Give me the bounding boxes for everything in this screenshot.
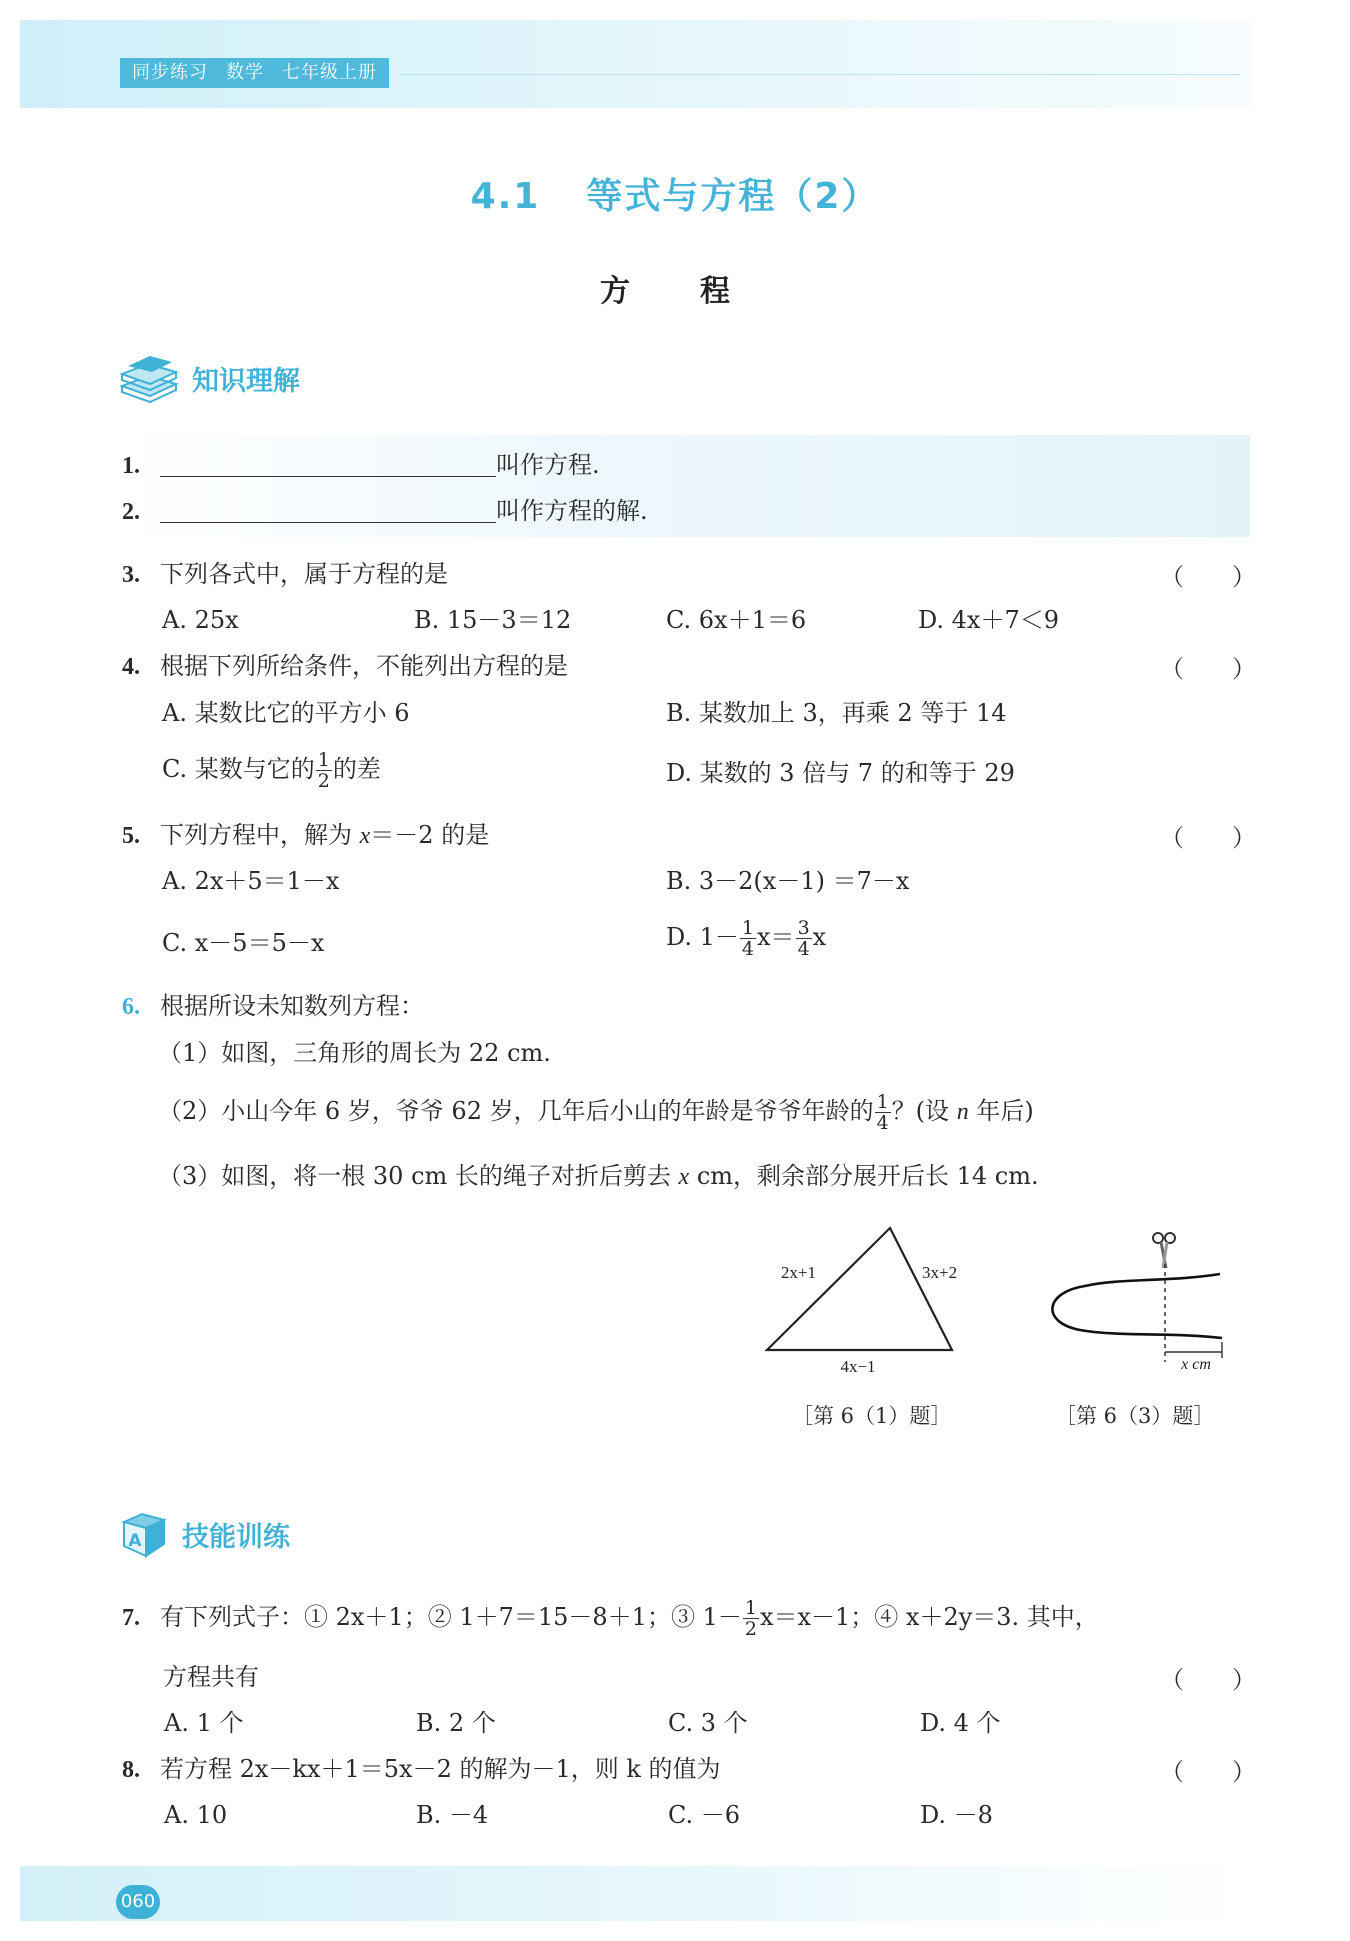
question-number: 3. (122, 562, 140, 588)
question-stem: 下列方程中，解为 (160, 821, 360, 849)
subquestion-text: cm，剩余部分展开后长 14 cm. (689, 1162, 1039, 1190)
triangle-left-label: 2x+1 (780, 1263, 816, 1282)
question-stem: 有下列式子：① 2x＋1；② 1＋7＝15－8＋1；③ 1－ (160, 1603, 742, 1631)
question-number: 7. (122, 1605, 140, 1631)
option-d[interactable]: D. －8 (920, 1801, 993, 1829)
page-title (0, 168, 1350, 219)
option-b[interactable]: B. 某数加上 3，再乘 2 等于 14 (666, 699, 1007, 727)
question-stem: 若方程 2x－kx＋1＝5x－2 的解为－1，则 k 的值为 (160, 1755, 721, 1783)
page-number: 060 (116, 1885, 160, 1919)
option-text: D. 1－ (666, 923, 739, 951)
header-tag (120, 58, 389, 88)
question-1 (122, 448, 600, 483)
option-a[interactable]: A. 2x＋5＝1－x (162, 867, 340, 895)
question-7 (122, 1598, 1099, 1639)
question-number: 1. (122, 453, 140, 479)
option-a[interactable]: A. 某数比它的平方小 6 (162, 699, 410, 727)
option-text: 的差 (332, 755, 381, 783)
rope-figure (1030, 1222, 1230, 1372)
answer-paren[interactable]: （ ） (1160, 1666, 1256, 1694)
books-icon (118, 352, 180, 404)
question-7-line-2: 方程共有 (163, 1663, 259, 1691)
answer-blank[interactable] (160, 498, 496, 523)
question-stem: 根据下列所给条件，不能列出方程的是 (160, 652, 568, 680)
option-d[interactable]: D. 4x＋7＜9 (918, 606, 1059, 634)
question-stem: 根据所设未知数列方程： (160, 992, 424, 1020)
option-c[interactable]: C. 3 个 (668, 1709, 748, 1737)
subquestion-text: （3）如图，将一根 30 cm 长的绳子对折后剪去 (158, 1162, 679, 1190)
question-stem: ＝－2 的是 (370, 821, 490, 849)
question-stem: 下列各式中，属于方程的是 (160, 560, 448, 588)
grade-name: 七年级上册 (282, 62, 377, 83)
section-number: 4.1 (470, 176, 541, 217)
header-divider (400, 74, 1240, 75)
question-2 (122, 494, 648, 529)
variable: n (956, 1099, 969, 1125)
question-3 (122, 557, 448, 592)
option-d[interactable]: D. 某数的 3 倍与 7 的和等于 29 (666, 759, 1015, 787)
option-text: x (812, 923, 827, 951)
triangle-figure (740, 1210, 990, 1380)
question-text: 叫作方程的解. (496, 497, 648, 525)
option-b[interactable]: B. 15－3＝12 (414, 606, 572, 634)
question-5 (122, 818, 489, 853)
variable: x (359, 823, 371, 849)
option-b[interactable]: B. －4 (416, 1801, 489, 1829)
section-heading-knowledge: 知识理解 (192, 366, 300, 397)
option-b[interactable]: B. 2 个 (416, 1709, 496, 1737)
question-number: 4. (122, 654, 140, 680)
footer-band (20, 1866, 1250, 1921)
book-name: 同步练习 (132, 62, 208, 83)
question-number: 2. (122, 499, 140, 525)
figure-caption-3: ［第 6（3）题］ (1055, 1404, 1215, 1428)
subquestion-3 (158, 1159, 1039, 1194)
option-d[interactable] (666, 918, 826, 959)
fraction: $\frac{3}{4}$ (797, 917, 810, 960)
triangle-shape (767, 1228, 952, 1350)
question-number: 6. (122, 994, 140, 1020)
fraction: $\frac{1}{4}$ (741, 917, 755, 960)
option-a[interactable]: A. 1 个 (164, 1709, 244, 1737)
answer-paren[interactable]: （ ） (1160, 655, 1256, 683)
subquestion-1: （1）如图，三角形的周长为 22 cm. (158, 1039, 551, 1067)
section-heading-skills: 技能训练 (182, 1522, 290, 1553)
question-text: 叫作方程. (496, 451, 600, 479)
triangle-right-label: 3x+2 (922, 1263, 958, 1282)
subquestion-text: （2）小山今年 6 岁，爷爷 62 岁，几年后小山的年龄是爷爷年龄的 (158, 1097, 874, 1125)
option-d[interactable]: D. 4 个 (920, 1709, 1001, 1737)
answer-blank[interactable] (160, 452, 496, 477)
option-c[interactable]: C. －6 (668, 1801, 741, 1829)
section-name: 等式与方程（2） (586, 176, 880, 217)
subject-name: 数学 (226, 62, 264, 83)
question-number: 8. (122, 1757, 140, 1783)
option-c[interactable]: C. x－5＝5－x (162, 929, 325, 957)
question-6 (122, 989, 424, 1024)
option-b[interactable]: B. 3－2(x－1) ＝7－x (666, 867, 910, 895)
scissors-icon (1153, 1233, 1175, 1268)
option-c[interactable]: C. 6x＋1＝6 (666, 606, 807, 634)
answer-paren[interactable]: （ ） (1160, 563, 1256, 591)
triangle-bottom-label: 4x−1 (840, 1357, 876, 1376)
figure-caption-1: ［第 6（1）题］ (792, 1404, 952, 1428)
option-c[interactable] (162, 750, 381, 791)
fraction: $\frac{1}{2}$ (317, 749, 330, 792)
rope-length-label: x cm (1181, 1356, 1211, 1372)
svg-text:A: A (128, 1531, 142, 1551)
answer-paren[interactable]: （ ） (1160, 824, 1256, 852)
option-text: C. 某数与它的 (162, 755, 315, 783)
cube-a-icon (120, 1510, 170, 1558)
question-4 (122, 649, 568, 684)
rope-shape (1052, 1274, 1222, 1338)
subquestion-text: ？(设 (891, 1097, 957, 1125)
option-a[interactable]: A. 10 (164, 1801, 228, 1829)
question-number: 5. (122, 823, 140, 849)
option-text: x＝ (757, 923, 795, 951)
fraction: $\frac{1}{2}$ (744, 1597, 757, 1640)
subquestion-2 (158, 1092, 1034, 1133)
answer-paren[interactable]: （ ） (1160, 1758, 1256, 1786)
question-8 (122, 1752, 721, 1787)
fraction: $\frac{1}{4}$ (876, 1091, 889, 1134)
page-subtitle: 方 程 (600, 274, 750, 309)
subquestion-text: 年后) (968, 1097, 1034, 1125)
question-stem: x＝x－1；④ x＋2y＝3. 其中， (759, 1603, 1099, 1631)
option-a[interactable]: A. 25x (162, 606, 239, 634)
variable: x (678, 1164, 690, 1190)
